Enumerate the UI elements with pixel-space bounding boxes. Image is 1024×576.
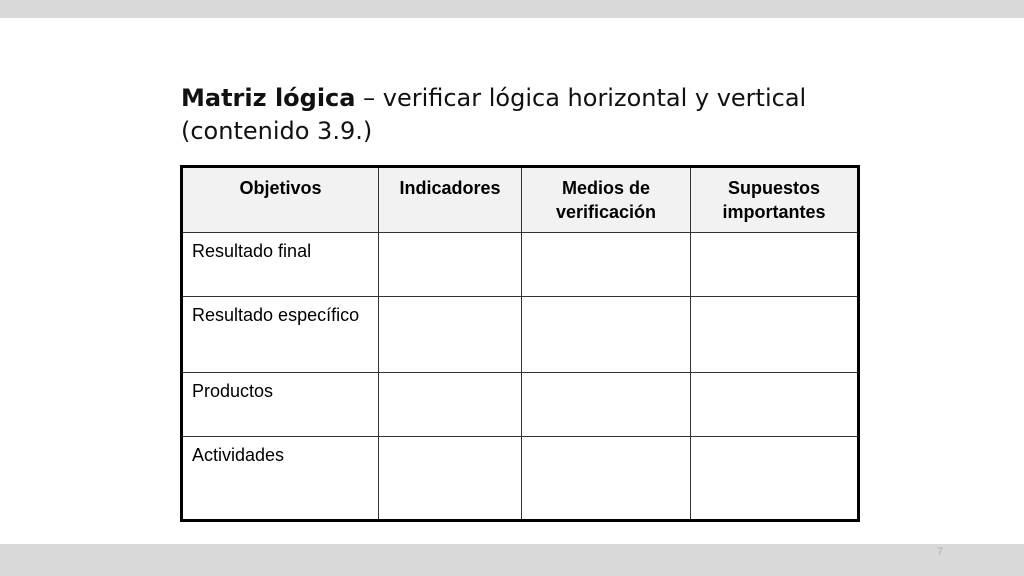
logical-matrix-table [180, 165, 860, 522]
cell-objetivo: Resultado específico [182, 297, 379, 373]
cell-indicadores [379, 437, 522, 521]
slide-title [181, 82, 901, 148]
table-header-row [182, 167, 859, 233]
header-objetivos: Objetivos [182, 167, 379, 233]
top-banner [0, 0, 1024, 18]
cell-supuestos [691, 437, 859, 521]
cell-objetivo: Actividades [182, 437, 379, 521]
cell-medios [522, 233, 691, 297]
cell-objetivo: Resultado final [182, 233, 379, 297]
cell-medios [522, 373, 691, 437]
cell-supuestos [691, 233, 859, 297]
cell-indicadores [379, 297, 522, 373]
table-row [182, 297, 859, 373]
header-indicadores: Indicadores [379, 167, 522, 233]
cell-objetivo: Productos [182, 373, 379, 437]
cell-medios [522, 297, 691, 373]
cell-supuestos [691, 373, 859, 437]
slide-title-subtitle: – verificar lógica horizontal y vertical (contenido 3.9.) [181, 84, 807, 145]
header-supuestos-importantes: Supuestos importantes [691, 167, 859, 233]
table-row [182, 373, 859, 437]
table-row [182, 233, 859, 297]
cell-supuestos [691, 297, 859, 373]
slide-title-main: Matriz lógica [181, 84, 356, 112]
slide-number: 7 [936, 546, 944, 558]
cell-indicadores [379, 373, 522, 437]
table-row [182, 437, 859, 521]
cell-medios [522, 437, 691, 521]
header-medios-de-verificacion: Medios de verificación [522, 167, 691, 233]
bottom-banner [0, 544, 1024, 576]
cell-indicadores [379, 233, 522, 297]
